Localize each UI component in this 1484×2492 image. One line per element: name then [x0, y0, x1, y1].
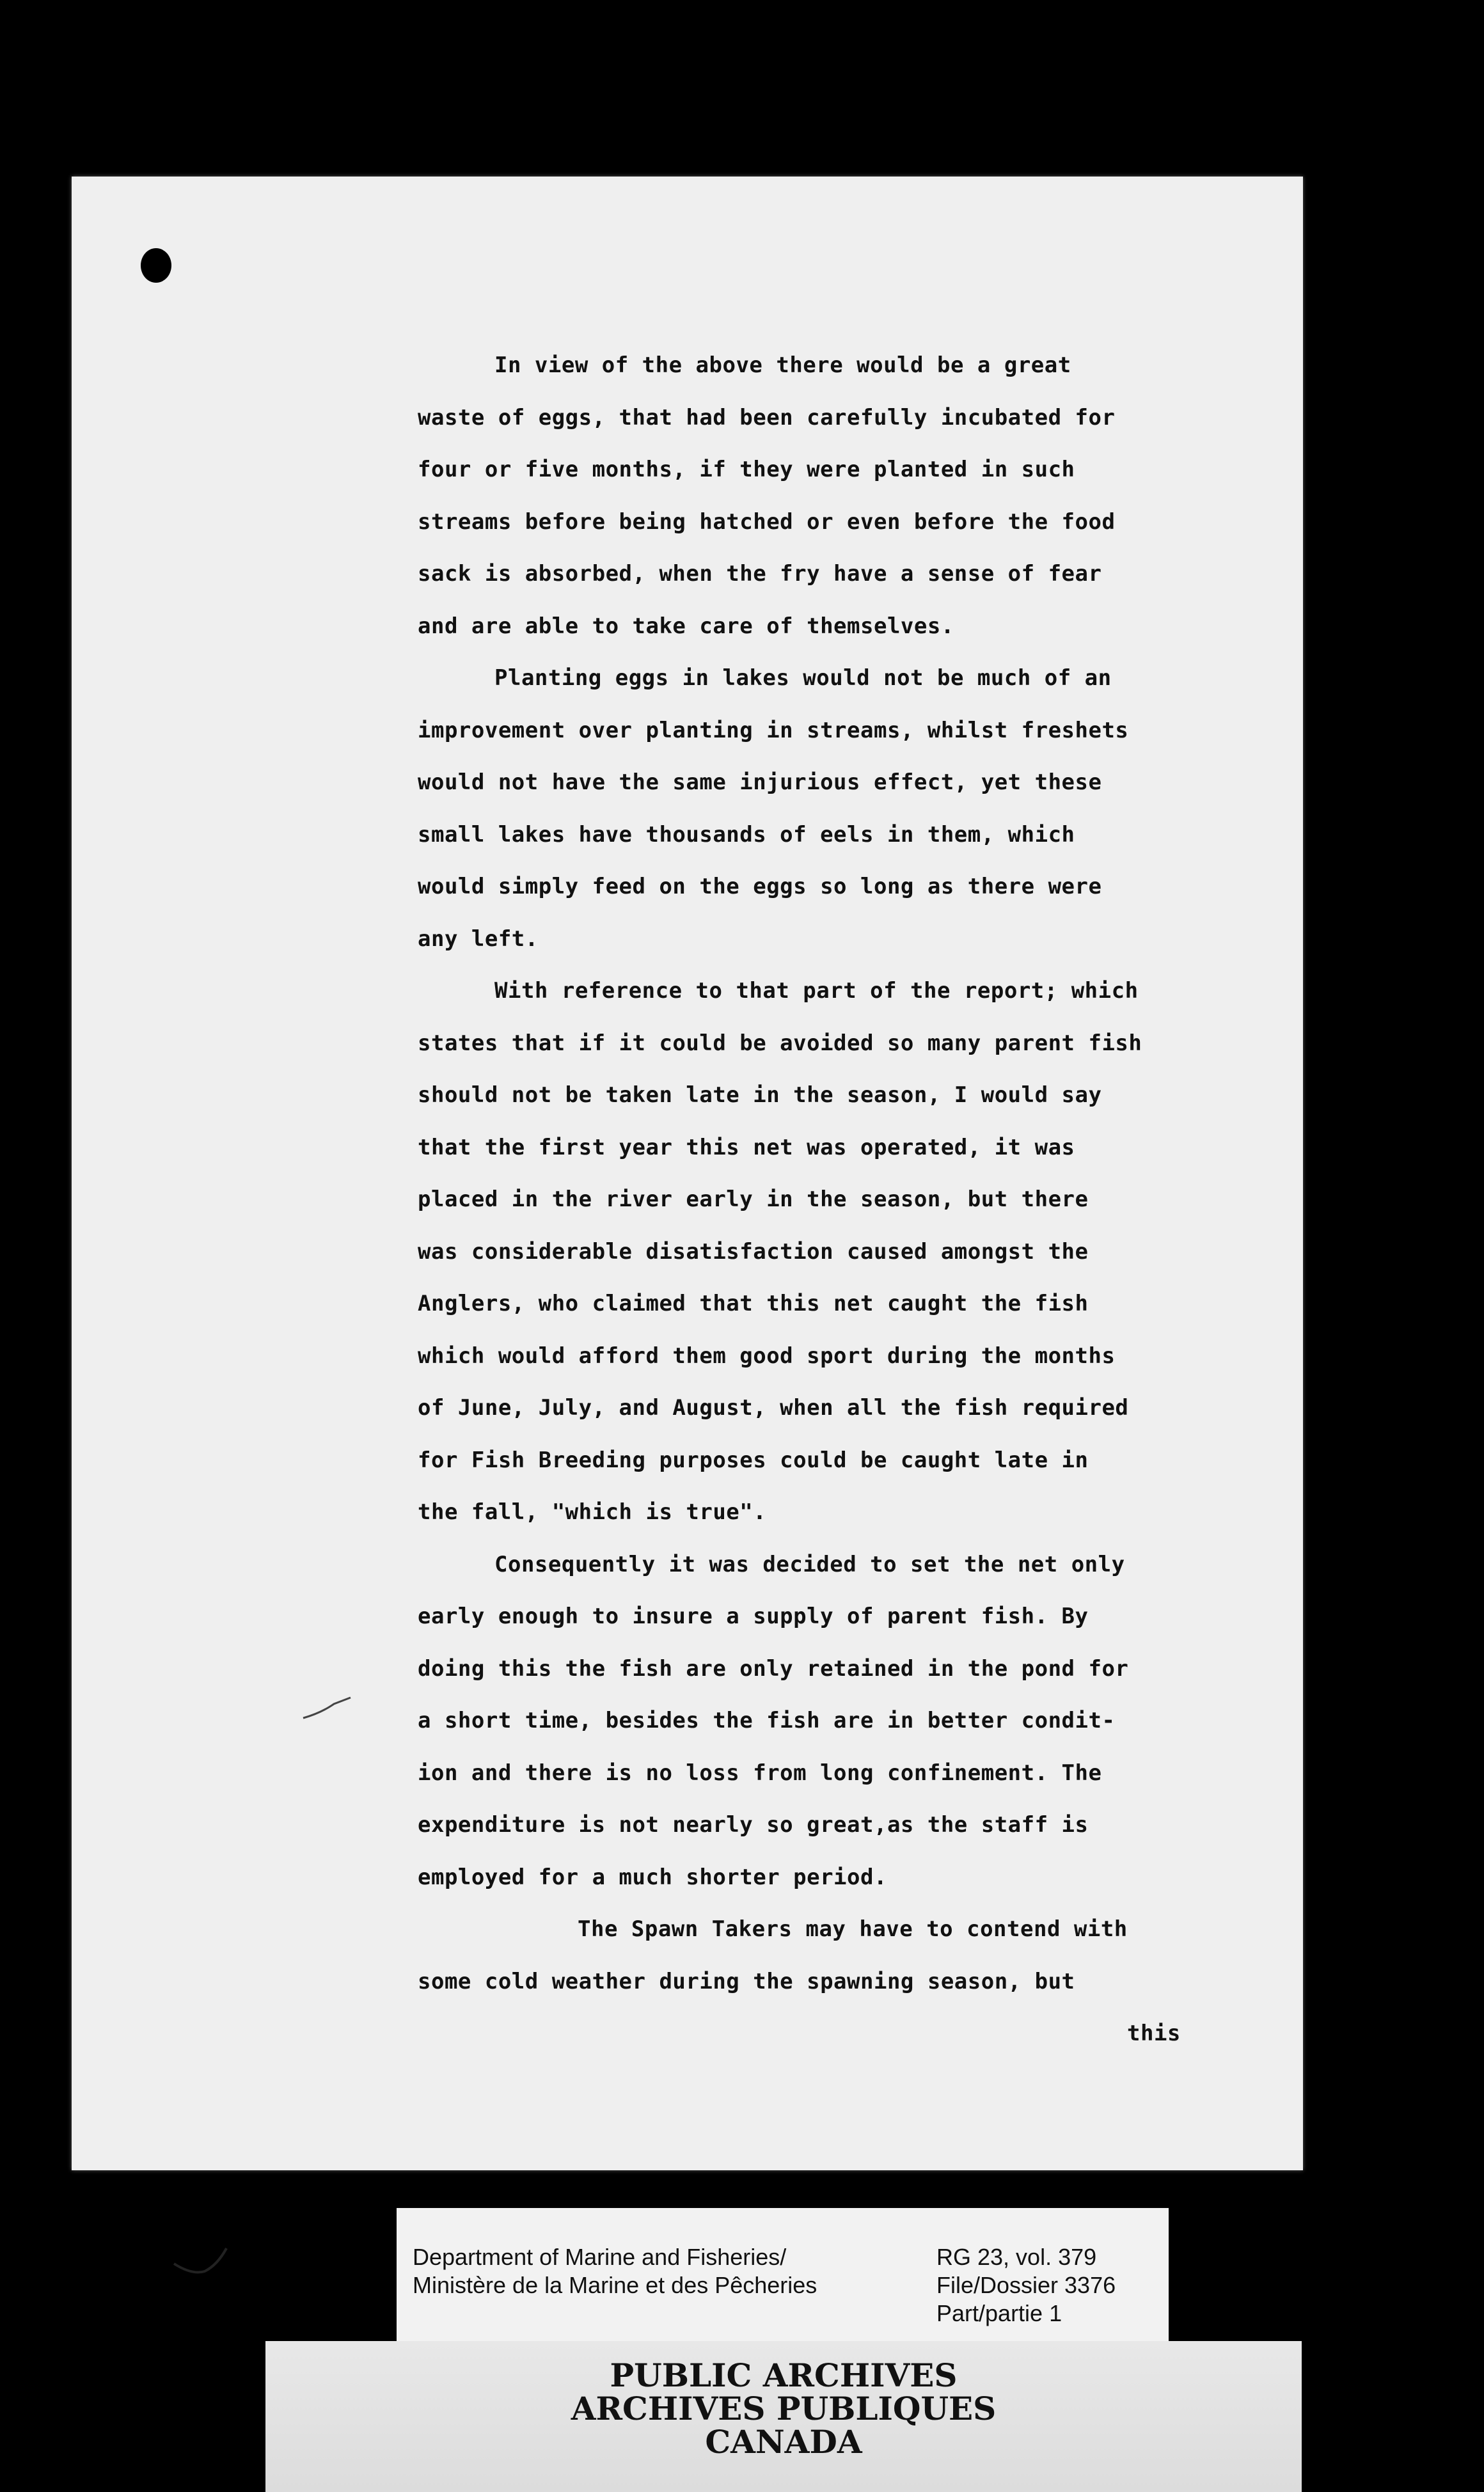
- text-line: four or five months, if they were planted in such: [418, 457, 1075, 482]
- text-line: Planting eggs in lakes would not be much of an: [494, 665, 1112, 691]
- paragraph-5: [418, 1904, 1307, 2008]
- archive-reference-label: [397, 2208, 1169, 2346]
- text-line: which would afford them good sport during the months: [418, 1343, 1116, 1369]
- text-line: some cold weather during the spawning season, but: [418, 1968, 1075, 1994]
- text-line: improvement over planting in streams, whilst freshets: [418, 717, 1129, 743]
- text-line: employed for a much shorter period.: [418, 1864, 887, 1890]
- text-line: for Fish Breeding purposes could be caught late in: [418, 1447, 1089, 1473]
- text-line: waste of eggs, that had been carefully incubated for: [418, 404, 1116, 430]
- archive-stamp-text: [265, 2356, 1302, 2461]
- text-line: should not be taken late in the season, I would say: [418, 1082, 1102, 1108]
- pencil-dash-mark: [302, 1695, 353, 1721]
- text-line: small lakes have thousands of eels in them, which: [418, 821, 1075, 848]
- text-line: placed in the river early in the season, but there: [418, 1187, 1089, 1212]
- document-page: [72, 177, 1303, 2170]
- stamp-line-2: ARCHIVES PUBLIQUES: [571, 2390, 997, 2427]
- typed-text: [418, 340, 1307, 2060]
- text-line: Consequently it was decided to set the net only: [494, 1551, 1125, 1577]
- department-en: Department of Marine and Fisheries/: [413, 2244, 787, 2270]
- stamp-line-3: CANADA: [705, 2423, 862, 2461]
- text-line: With reference to that part of the report; which: [494, 978, 1139, 1004]
- punch-hole: [141, 248, 171, 283]
- archive-stamp: [265, 2341, 1302, 2492]
- paragraph-1: [418, 340, 1307, 652]
- text-line: ion and there is no loss from long confinement. The: [418, 1760, 1102, 1786]
- file-number: File/Dossier 3376: [936, 2272, 1116, 2298]
- text-line: of June, July, and August, when all the fish required: [418, 1395, 1129, 1421]
- text-line: would not have the same injurious effect, yet these: [418, 769, 1102, 795]
- text-line: doing this the fish are only retained in the pond for: [418, 1655, 1129, 1682]
- text-line: a short time, besides the fish are in better condit-: [418, 1708, 1116, 1733]
- text-line: the fall, "which is true".: [418, 1499, 767, 1525]
- text-line: Anglers, who claimed that this net caught the fish: [418, 1291, 1089, 1316]
- text-line: that the first year this net was operated, it was: [418, 1134, 1075, 1160]
- pencil-check-mark: [173, 2246, 230, 2278]
- text-line: expenditure is not nearly so great,as the staff is: [418, 1812, 1089, 1838]
- department-name: [413, 2243, 817, 2299]
- text-line: and are able to take care of themselves.: [418, 613, 954, 639]
- text-line: was considerable disatisfaction caused amongst the: [418, 1238, 1089, 1265]
- stamp-line-1: PUBLIC ARCHIVES: [610, 2356, 958, 2394]
- catchword: this: [1127, 2021, 1181, 2046]
- text-line: In view of the above there would be a great: [494, 352, 1071, 378]
- text-line: early enough to insure a supply of parent fish. By: [418, 1604, 1089, 1629]
- text-line: any left.: [418, 926, 539, 952]
- text-line: sack is absorbed, when the fry have a sense of fear: [418, 561, 1102, 587]
- paragraph-4: [418, 1539, 1307, 1904]
- record-group: RG 23, vol. 379: [936, 2244, 1097, 2270]
- part-number: Part/partie 1: [936, 2300, 1062, 2326]
- text-line: streams before being hatched or even before the food: [418, 509, 1116, 535]
- record-reference: [936, 2243, 1116, 2328]
- paragraph-2: [418, 652, 1307, 965]
- text-line: The Spawn Takers may have to contend with: [578, 1916, 1128, 1942]
- text-line: states that if it could be avoided so many parent fish: [418, 1030, 1142, 1056]
- department-fr: Ministère de la Marine et des Pêcheries: [413, 2272, 817, 2298]
- paragraph-3: [418, 965, 1307, 1539]
- text-line: would simply feed on the eggs so long as there were: [418, 874, 1102, 899]
